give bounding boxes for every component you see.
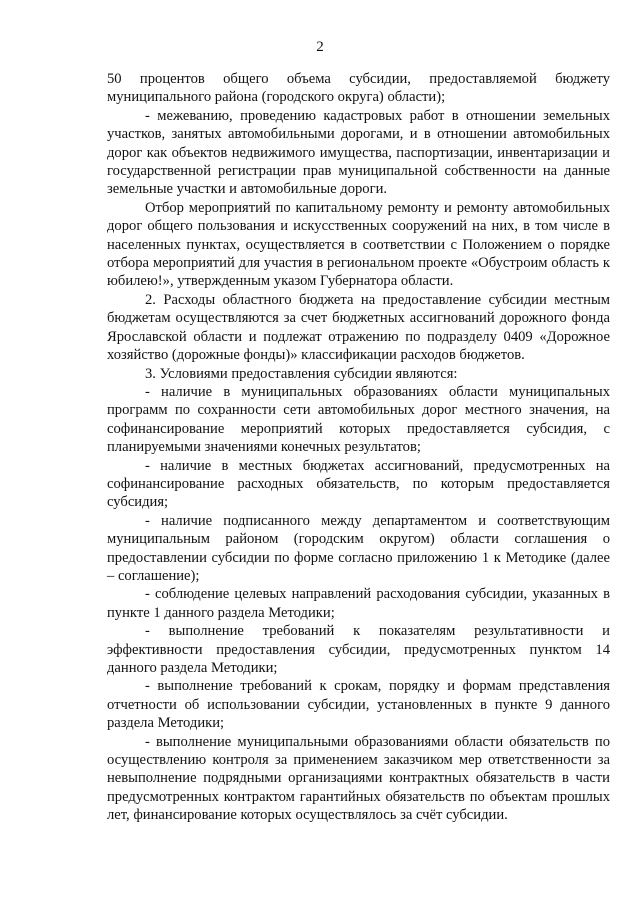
page-number: 2 — [316, 39, 324, 55]
paragraph-condition-allocations: - наличие в местных бюджетах ассигнований, предусмотренных на софинансирование расходных обязательств, по которым предоставляется субсидия; — [107, 457, 610, 511]
paragraph-conditions-heading: 3. Условиями предоставления субсидии являются: — [145, 365, 458, 382]
paragraph-selection-of-measures: Отбор мероприятий по капитальному ремонту и ремонту автомобильных дорог общего пользования и искусственных сооружений на них, в том числе в населенных пунктах, осуществляется в соответствии с Положением о порядке отбора мероприятий для участия в региональном проекте «Обустроим область к юбилею!», утвержденным указом Губернатора области. — [107, 199, 610, 290]
paragraph-budget-expenses: 2. Расходы областного бюджета на предоставление субсидии местным бюджетам осуществляются за счет бюджетных ассигнований дорожного фонда Ярославской области и подлежат отражению по подразделу 0409 «Дорожное хозяйство (дорожные фонды)» классификации расходов бюджетов. — [107, 291, 610, 364]
paragraph-condition-control: - выполнение муниципальными образованиями области обязательств по осуществлению контроля за применением заказчиком мер ответственности за невыполнение подрядными организациями контрактных обязательств в части предусмотренных контрактом гарантийных обязательств по объектам прошлых лет, финансирование которых осуществлялось за счёт субсидии. — [107, 733, 610, 824]
paragraph-condition-reporting: - выполнение требований к срокам, порядку и формам представления отчетности об использовании субсидии, установленных в пункте 9 данного раздела Методики; — [107, 678, 610, 732]
paragraph-continuation: 50 процентов общего объема субсидии, предоставляемой бюджету муниципального района (городского округа) области); — [107, 71, 610, 106]
paragraph-land-surveying: - межеванию, проведению кадастровых работ в отношении земельных участков, занятых автомобильными дорогами, и в отношении автомобильных дорог как объектов недвижимого имущества, паспортизации, инвентаризации и государственной регистрации прав муниципальной собственности на данные земельные участки и автомобильные дороги. — [107, 107, 610, 198]
paragraph-condition-performance: - выполнение требований к показателям результативности и эффективности предоставления субсидии, предусмотренных пунктом 14 данного раздела Методики; — [107, 623, 610, 676]
paragraph-condition-target-use: - соблюдение целевых направлений расходования субсидии, указанных в пункте 1 данного раздела Методики; — [107, 586, 610, 621]
paragraph-condition-programs: - наличие в муниципальных образованиях области муниципальных программ по сохранности сети автомобильных дорог местного значения, на софинансирование мероприятий которых предоставляется субсидия, с планируемыми значениями конечных результатов; — [107, 383, 610, 456]
paragraph-condition-agreement: - наличие подписанного между департаментом и соответствующим муниципальным районом (городским округом) области соглашения о предоставлении субсидии по форме согласно приложению 1 к Методике (далее – соглашение); — [107, 512, 610, 584]
document-body — [107, 70, 610, 825]
